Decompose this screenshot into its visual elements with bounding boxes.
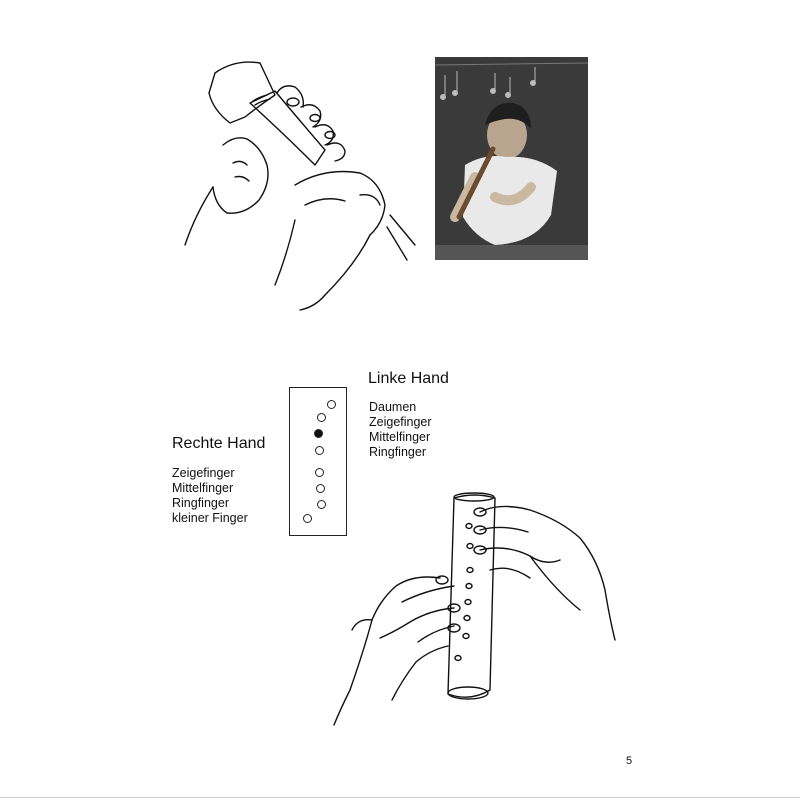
list-item: Zeigefinger: [369, 415, 432, 429]
list-item: Mittelfinger: [172, 481, 234, 495]
bottom-rule: [0, 797, 800, 798]
right-hand-finger-list: [172, 466, 248, 526]
closed-hole: [314, 429, 323, 438]
boy-playing-recorder-photo: [435, 57, 588, 260]
left-hand-finger-list: [369, 400, 432, 460]
left-hand-heading: Linke Hand: [368, 370, 449, 387]
list-item: Ringfinger: [172, 496, 229, 510]
open-hole: [317, 413, 326, 422]
list-item: kleiner Finger: [172, 511, 248, 525]
open-hole: [315, 468, 324, 477]
page-number: 5: [626, 755, 633, 767]
right-hand-heading: Rechte Hand: [172, 435, 266, 452]
list-item: Mittelfinger: [369, 430, 431, 444]
open-hole: [317, 500, 326, 509]
hands-holding-recorder-illustration: [175, 55, 420, 315]
open-hole: [315, 446, 324, 455]
list-item: Daumen: [369, 400, 417, 414]
two-hands-on-recorder-illustration: [330, 490, 620, 730]
open-hole: [327, 400, 336, 409]
open-hole: [303, 514, 312, 523]
open-hole: [316, 484, 325, 493]
list-item: Ringfinger: [369, 445, 426, 459]
list-item: Zeigefinger: [172, 466, 235, 480]
